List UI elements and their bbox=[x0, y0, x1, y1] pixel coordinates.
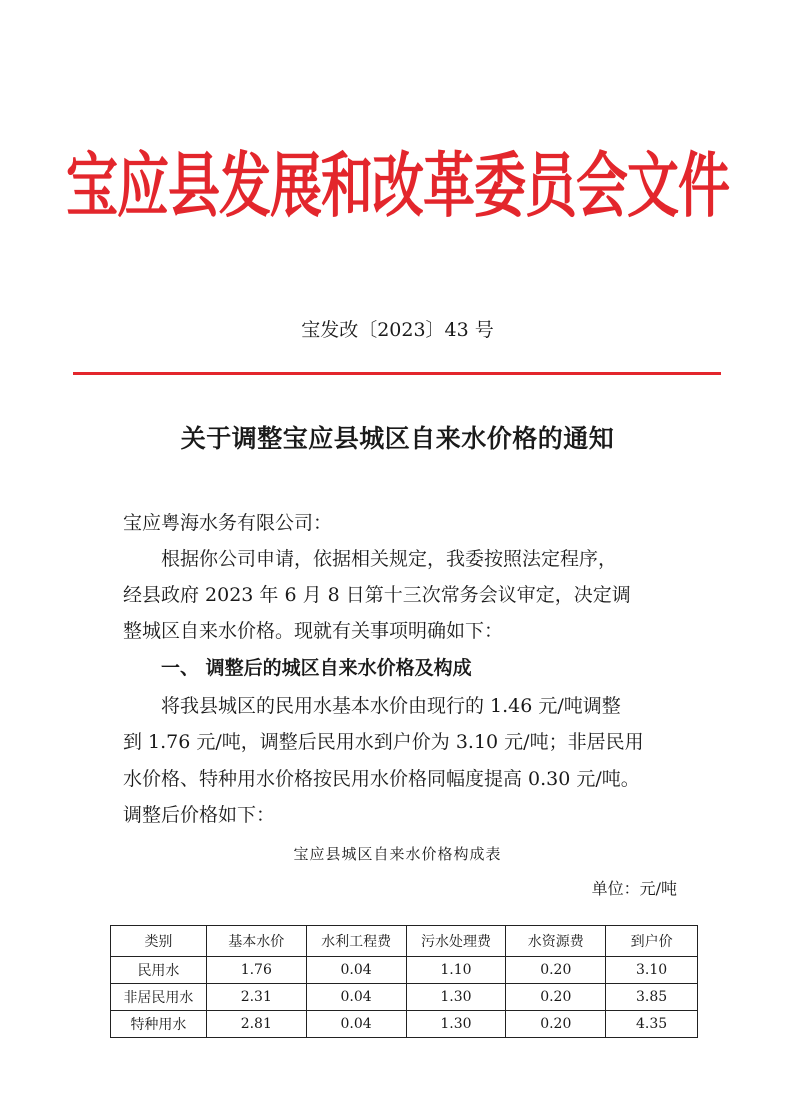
table-caption: 宝应县城区自来水价格构成表 bbox=[293, 845, 502, 863]
table-cell: 0.04 bbox=[306, 957, 406, 984]
table-cell: 0.04 bbox=[306, 984, 406, 1011]
table-cell: 4.35 bbox=[606, 1011, 698, 1038]
table-header-cell: 污水处理费 bbox=[406, 926, 506, 957]
table-cell: 2.31 bbox=[206, 984, 306, 1011]
price-table bbox=[110, 925, 698, 1038]
table-header-cell: 水资源费 bbox=[506, 926, 606, 957]
table-cell: 1.10 bbox=[406, 957, 506, 984]
paragraph-line: 整城区自来水价格。现就有关事项明确如下： bbox=[123, 620, 504, 642]
table-cell: 3.85 bbox=[606, 984, 698, 1011]
notice-title: 关于调整宝应县城区自来水价格的通知 bbox=[180, 424, 615, 453]
paragraph-line: 调整后价格如下： bbox=[123, 804, 276, 826]
table-header-cell: 水利工程费 bbox=[306, 926, 406, 957]
paragraph-line: 到 1.76 元/吨，调整后民用水到户价为 3.10 元/吨；非居民用 bbox=[123, 731, 644, 753]
table-row bbox=[111, 957, 698, 984]
document-masthead: 宝应县发展和改革委员会文件 bbox=[65, 146, 729, 228]
table-cell: 1.76 bbox=[206, 957, 306, 984]
table-cell: 特种用水 bbox=[111, 1011, 207, 1038]
table-header-cell: 基本水价 bbox=[206, 926, 306, 957]
table-cell: 0.20 bbox=[506, 984, 606, 1011]
table-header-cell: 到户价 bbox=[606, 926, 698, 957]
paragraph-line: 将我县城区的民用水基本水价由现行的 1.46 元/吨调整 bbox=[161, 695, 621, 717]
section-heading: 一、 调整后的城区自来水价格及构成 bbox=[161, 657, 472, 679]
table-row bbox=[111, 984, 698, 1011]
table-cell: 1.30 bbox=[406, 984, 506, 1011]
table-cell: 3.10 bbox=[606, 957, 698, 984]
paragraph-line: 水价格、特种用水价格按民用水价格同幅度提高 0.30 元/吨。 bbox=[123, 768, 640, 790]
document-number: 宝发改〔2023〕43 号 bbox=[301, 319, 494, 341]
table-cell: 民用水 bbox=[111, 957, 207, 984]
table-row bbox=[111, 1011, 698, 1038]
unit-label: 单位：元/吨 bbox=[591, 879, 677, 898]
table-cell: 2.81 bbox=[206, 1011, 306, 1038]
red-divider-line bbox=[73, 372, 721, 375]
table-cell: 非居民用水 bbox=[111, 984, 207, 1011]
table-cell: 0.04 bbox=[306, 1011, 406, 1038]
table-cell: 1.30 bbox=[406, 1011, 506, 1038]
table-header-cell: 类别 bbox=[111, 926, 207, 957]
table-cell: 0.20 bbox=[506, 957, 606, 984]
table-header-row bbox=[111, 926, 698, 957]
addressee: 宝应粤海水务有限公司： bbox=[123, 512, 333, 534]
paragraph-line: 根据你公司申请，依据相关规定，我委按照法定程序， bbox=[161, 548, 618, 570]
paragraph-line: 经县政府 2023 年 6 月 8 日第十三次常务会议审定，决定调 bbox=[123, 584, 631, 606]
table-cell: 0.20 bbox=[506, 1011, 606, 1038]
